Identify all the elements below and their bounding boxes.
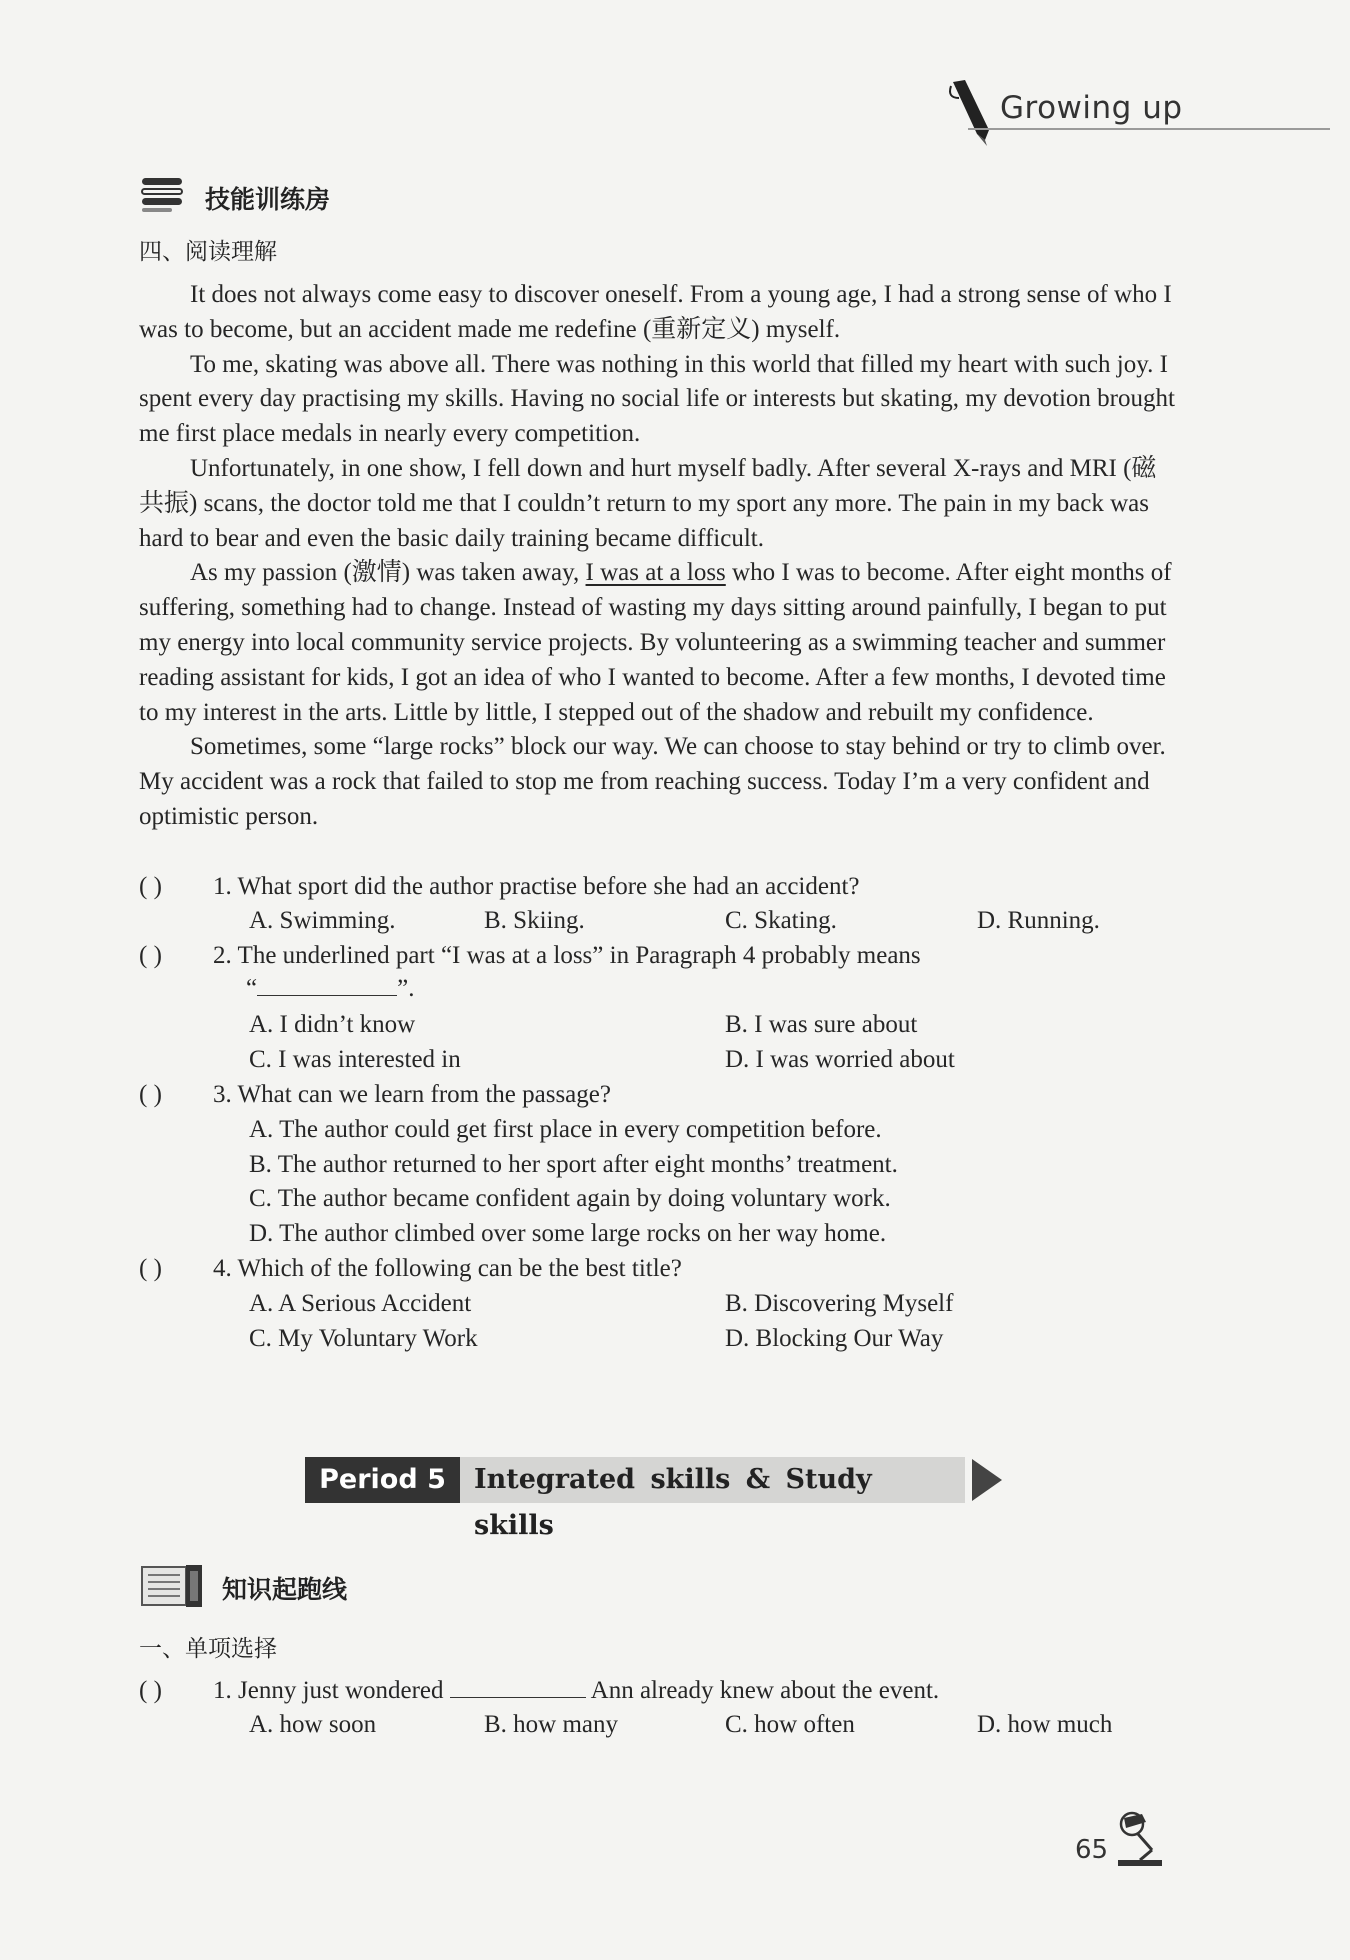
- option-a: A. A Serious Accident: [249, 1290, 472, 1317]
- answer-bracket[interactable]: ( ): [139, 942, 162, 969]
- question-stem: Ann already knew about the event.: [590, 1677, 940, 1704]
- option-c: C. how often: [725, 1711, 855, 1738]
- passage-paragraph: To me, skating was above all. There was nothing in this world that filled my heart with such joy. I spent every day practising my skills. Having no social life or interests but skating, my devotion brought me first place medals in nearly every competition.: [139, 350, 1175, 448]
- option-a: A. The author could get first place in every competition before.: [249, 1116, 882, 1143]
- option-b: B. Discovering Myself: [725, 1290, 954, 1317]
- question-stem: 1. Jenny just wondered: [213, 1677, 444, 1704]
- question-stem: 1. What sport did the author practise before she had an accident?: [213, 873, 860, 900]
- passage-paragraph: Sometimes, some “large rocks” block our way. We can choose to stay behind or try to climb over. My accident was a rock that failed to stop me from reaching success. Today I’m a very confident and optimistic person.: [139, 733, 1166, 830]
- passage-paragraph: Unfortunately, in one show, I fell down and hurt myself badly. After several X-rays and MRI (磁共振) scans, the doctor told me that I couldn’t return to my sport any more. The pain in my back was hard to bear and even the basic daily training became difficult.: [139, 454, 1157, 552]
- answer-bracket[interactable]: ( ): [139, 1255, 162, 1282]
- question-3: [139, 1078, 611, 1112]
- option-b: B. how many: [484, 1711, 619, 1738]
- option-a: A. I didn’t know: [249, 1011, 416, 1038]
- skills-section-icon: [140, 175, 186, 215]
- passage-text: who I was to become. After eight months of suffering, something had to change. Instead of wasting my days sitting around painfully, I began to put my energy into local community service projects. By volunteering as a swimming teacher and summer reading assistant for kids, I got an idea of who I wanted to become. After a few months, I devoted time to my interest in the arts. Little by little, I stepped out of the shadow and rebuilt my confidence.: [139, 559, 1172, 726]
- option-b: B. I was sure about: [725, 1011, 918, 1038]
- arrow-right-icon: [970, 1457, 1006, 1503]
- section-title-knowledge: 知识起跑线: [222, 1575, 348, 1604]
- header-title: Growing up: [1000, 90, 1183, 126]
- passage-paragraph: It does not always come easy to discover oneself. From a young age, I had a strong sense of who I was to become, but an accident made me redefine (重新定义) myself.: [139, 281, 1172, 343]
- passage-text: As my passion (激情) was taken away,: [190, 559, 586, 587]
- underlined-phrase: I was at a loss: [585, 559, 726, 587]
- option-d: D. Blocking Our Way: [725, 1325, 944, 1352]
- answer-blank[interactable]: [450, 1677, 586, 1698]
- option-d: D. how much: [977, 1711, 1113, 1738]
- page-number: 65: [1075, 1835, 1109, 1865]
- question-stem: 2. The underlined part “I was at a loss” in Paragraph 4 probably means: [213, 942, 921, 969]
- option-a: A. how soon: [249, 1711, 377, 1738]
- option-b: B. Skiing.: [484, 907, 585, 934]
- pen-icon: [945, 78, 995, 146]
- option-a: A. Swimming.: [249, 907, 396, 934]
- section-subtitle-choice: 一、单项选择: [139, 1636, 277, 1662]
- option-c: C. My Voluntary Work: [249, 1325, 478, 1352]
- option-d: D. The author climbed over some large rocks on her way home.: [249, 1220, 887, 1247]
- option-c: C. Skating.: [725, 907, 837, 934]
- answer-blank[interactable]: [257, 975, 397, 996]
- passage-paragraph: [139, 556, 1179, 730]
- lamp-mascot-icon: [1112, 1808, 1170, 1868]
- question-stem: 4. Which of the following can be the best title?: [213, 1255, 682, 1282]
- close-quote: ”.: [397, 975, 415, 1002]
- section-title-skills: 技能训练房: [205, 185, 331, 214]
- book-icon: [140, 1563, 206, 1609]
- choice-question-1: [139, 1674, 939, 1708]
- period-title: Integrated skills & Study skills: [460, 1457, 965, 1503]
- open-quote: “: [246, 975, 258, 1002]
- answer-bracket[interactable]: ( ): [139, 873, 162, 900]
- answer-bracket[interactable]: ( ): [139, 1081, 162, 1108]
- option-d: D. Running.: [977, 907, 1100, 934]
- option-b: B. The author returned to her sport after eight months’ treatment.: [249, 1151, 898, 1178]
- answer-bracket[interactable]: ( ): [139, 1677, 162, 1704]
- question-stem: 3. What can we learn from the passage?: [213, 1081, 611, 1108]
- period-label: Period 5: [305, 1457, 460, 1503]
- header-rule: [968, 128, 1330, 130]
- question-2-blank-line: [246, 972, 414, 1006]
- option-c: C. The author became confident again by doing voluntary work.: [249, 1185, 891, 1212]
- question-1: [139, 870, 860, 904]
- question-2: [139, 939, 921, 973]
- option-c: C. I was interested in: [249, 1046, 461, 1073]
- section-subtitle-reading: 四、阅读理解: [139, 239, 277, 265]
- question-4: [139, 1252, 682, 1286]
- option-d: D. I was worried about: [725, 1046, 955, 1073]
- reading-passage: [139, 278, 1179, 835]
